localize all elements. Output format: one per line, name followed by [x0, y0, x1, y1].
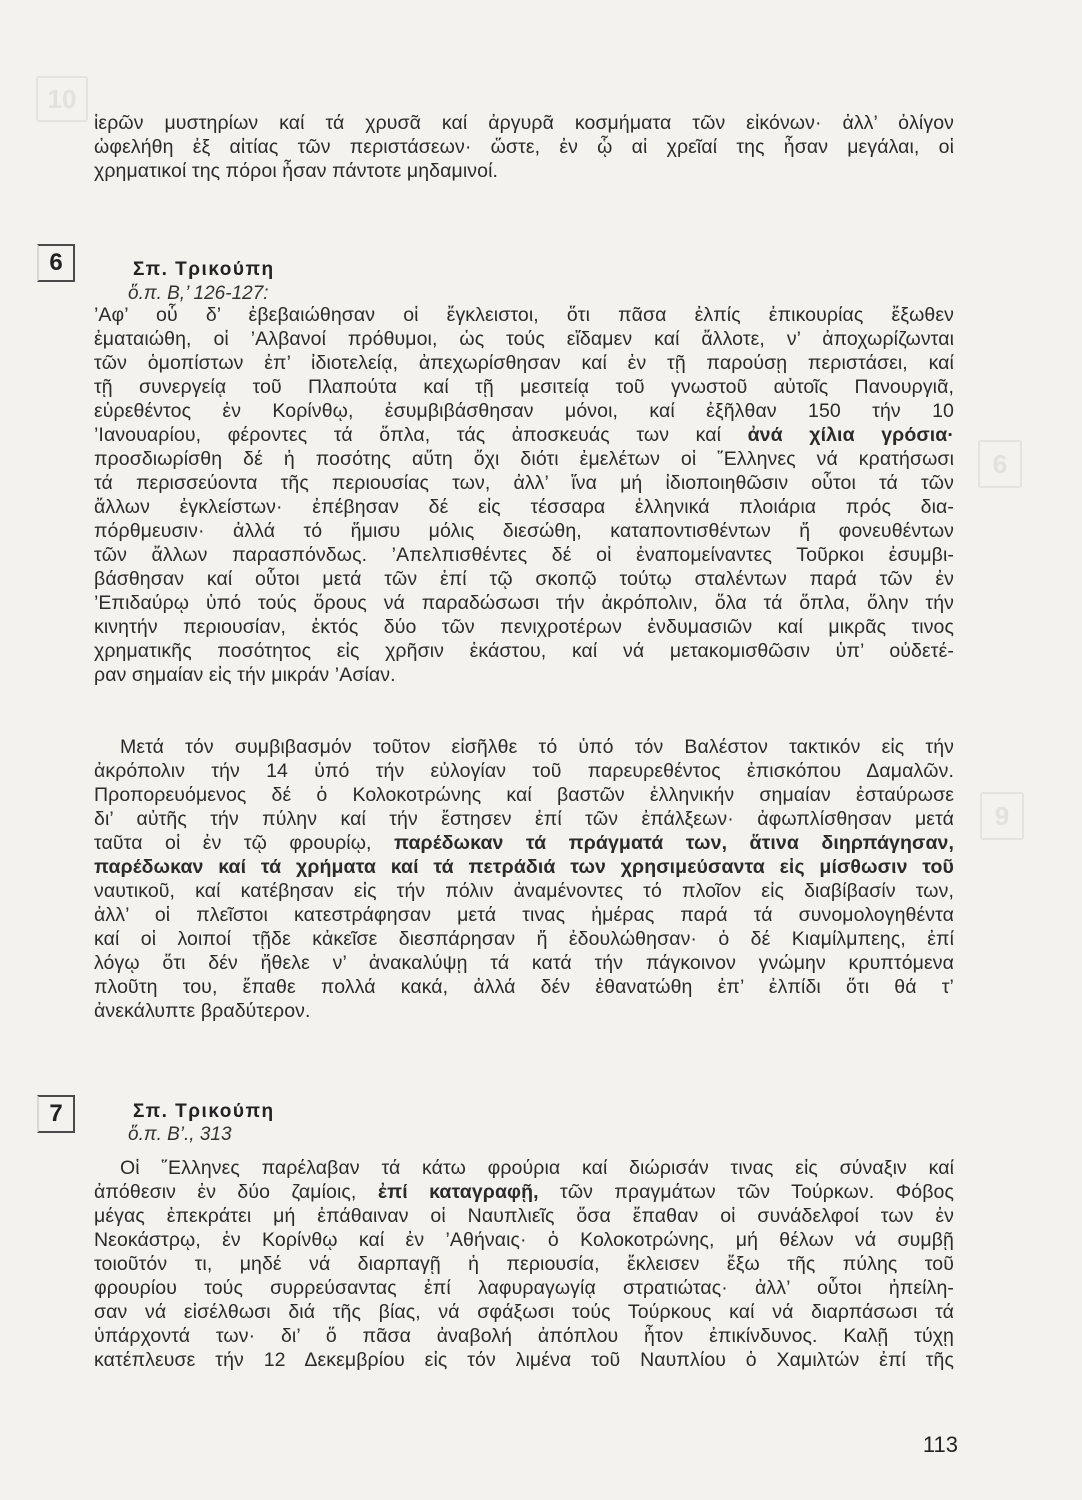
bold-text: παρέδωκαν τά πράγματά των, ἅτινα διηρπάγησαν,: [393, 832, 954, 854]
text-line: μέγας ἐπεκράτει μή ἐπάθαιναν οἱ Ναυπλιεῖς ὅσα ἔπαθαν οἱ συνάδελφοί των ἐν: [94, 1205, 954, 1227]
text-line: Μετά τόν συμβιβασμόν τοῦτον εἰσῆλθε τό ὑπό τόν Βαλέστον τακτικόν εἰς τήν: [120, 736, 954, 758]
ghost-box-9: 9: [980, 792, 1024, 840]
section-7-paragraph: [94, 1156, 954, 1372]
text-line: Νεοκάστρῳ, ἐν Κορίνθῳ καί ἐν ’Αθήναις· ὁ Κολοκοτρώνης, μή θέλων νά συμβῇ: [94, 1229, 954, 1251]
section-6-reference: ὅ.π. Β,’ 126-127:: [128, 283, 269, 304]
text-line: ἀλλ’ οἱ πλεῖστοι κατεστράφησαν μετά τινας ἡμέρας παρά τά συνομολογηθέντα: [94, 904, 954, 926]
text-line: ἐματαιώθη, οἱ ’Αλβανοί πρόθυμοι, ὡς τούς εἴδαμεν καί ἄλλοτε, ν’ ἀποχωρίζωνται: [94, 328, 954, 350]
ghost-box-10: 10: [36, 76, 88, 122]
text-line: πόρθμευσιν· ἀλλά τό ἥμισυ μόλις διεσώθη, καταποντισθέντων ἤ φονευθέντων: [94, 520, 954, 542]
bold-text: ἐπί καταγραφῇ,: [377, 1181, 539, 1203]
text-line: ὠφελήθη ἐξ αἰτίας τῶν περιστάσεων· ὥστε, ἐν ᾧ αἱ χρεῖαί της ἦσαν μεγάλαι, οἱ: [94, 136, 954, 158]
text-line: τοιοῦτόν τι, μηδέ νά διαρπαγῇ ἡ περιουσία, ἔκλεισεν ἔξω τῆς πύλης τοῦ: [94, 1253, 954, 1275]
section-6-paragraph-1: [94, 303, 954, 687]
text-line: κατέπλευσε τήν 12 Δεκεμβρίου εἰς τόν λιμένα τοῦ Ναυπλίου ὁ Χαμιλτών ἐπί τῆς: [94, 1349, 954, 1371]
section-7-marker: 7: [37, 1095, 75, 1133]
text-line-mixed: [94, 423, 954, 447]
text-line: κινητήν περιουσίαν, ἐκτός δύο τῶν πενιχροτέρων ἐνδυμασιῶν καί μικρᾶς τινος: [94, 616, 954, 638]
intro-paragraph: [94, 111, 954, 183]
section-6-paragraph-2: [94, 735, 954, 1023]
section-7-reference: ὅ.π. Β’., 313: [128, 1124, 232, 1145]
text-line: δι’ αὐτῆς τήν πύλην καί τήν ἔστησεν ἐπί τῶν ἐπάλξεων· ἀφωπλίσθησαν μετά: [94, 808, 954, 830]
text-line-mixed: [94, 831, 954, 855]
text-line-mixed: [94, 1180, 954, 1204]
section-6-author: Σπ. Τρικούπη: [133, 259, 275, 280]
text-line: χρηματικοί της πόροι ἦσαν πάντοτε μηδαμινοί.: [94, 160, 499, 182]
text-line: φρουρίου τούς συρρεύσαντας ἐπί λαφυραγωγίᾳ στρατιώτας· ἀλλ’ οὗτοι ἠπείλη-: [94, 1277, 954, 1299]
text-line: ἄλλων ἐγκλείστων· ἐπέβησαν δέ εἰς τέσσαρα ἑλληνικά πλοιάρια πρός δια-: [94, 496, 954, 518]
text-line: πλοῦτη του, ἔπαθε πολλά κακά, ἀλλά δέν ἐθανατώθη ἐπ’ ἐλπίδι ὅτι θά τ’: [94, 976, 954, 998]
text-line: ναυτικοῦ, καί κατέβησαν εἰς τήν πόλιν ἀναμένοντες τό πλοῖον εἰς διαβίβασίν των,: [94, 880, 954, 902]
text-line: ἀνεκάλυπτε βραδύτερον.: [94, 1000, 311, 1022]
text-line: τῇ συνεργείᾳ τοῦ Πλαπούτα καί τῇ μεσιτείᾳ τοῦ γνωστοῦ αὐτοῖς Πανουργιᾶ,: [94, 376, 954, 398]
text-line: βάσθησαν καί οὗτοι μετά τῶν ἐπί τῷ σκοπῷ τούτῳ σταλέντων παρά τῶν ἐν: [94, 568, 954, 590]
text-line: ἱερῶν μυστηρίων καί τά χρυσᾶ καί ἀργυρᾶ κοσμήματα τῶν εἰκόνων· ἀλλ’ ὀλίγον: [94, 112, 954, 134]
text-line: καί οἱ λοιποί τῇδε κἀκεῖσε διεσπάρησαν ἤ ἐδουλώθησαν· ὁ δέ Κιαμίλμπεης, ἐπί: [94, 928, 954, 950]
text-line: ἀκρόπολιν τήν 14 ὑπό τήν εὐλογίαν τοῦ παρευρεθέντος ἐπισκόπου Δαμαλῶν.: [94, 760, 954, 782]
text-line: προσδιωρίσθη δέ ἡ ποσότης αὕτη ὄχι διότι ἐμελέτων οἱ ῞Ελληνες νά κρατήσωσι: [94, 448, 954, 470]
text-line: τά περισσεύοντα τῆς περιουσίας των, ἀλλ’ ἵνα μή ἰδιοποιηθῶσιν οὗτοι τά τῶν: [94, 472, 954, 494]
text-line: ραν σημαίαν εἰς τήν μικράν ’Ασίαν.: [94, 664, 396, 686]
text-line: ’Επιδαύρῳ ὑπό τούς ὅρους νά παραδώσωσι τήν ἀκρόπολιν, ὅλα τά ὅπλα, ὅλην τήν: [94, 592, 954, 614]
text-segment: ἀπόθεσιν ἐν δύο ζαμίοις,: [94, 1181, 357, 1203]
section-6-marker: 6: [37, 244, 75, 282]
text-segment: ’Ιανουαρίου, φέροντες τά ὅπλα, τάς ἀποσκευάς των καί: [94, 424, 722, 446]
text-line: τῶν ὁμοπίστων ἐπ’ ἰδιοτελείᾳ, ἀπεχωρίσθησαν καί ἐν τῇ παρούσῃ περιστάσει, καί: [94, 352, 954, 374]
text-line: λόγῳ ὅτι δέν ἤθελε ν’ ἀνακαλύψῃ τά κατά τήν πάγκοινον γνώμην κρυπτόμενα: [94, 952, 954, 974]
text-segment: ταῦτα οἱ ἐν τῷ φρουρίῳ,: [94, 832, 372, 854]
text-line: εὑρεθέντος ἐν Κορίνθῳ, ἐσυμβιβάσθησαν μόνοι, καί ἐξῆλθαν 150 τήν 10: [94, 400, 954, 422]
text-line: Οἱ ῞Ελληνες παρέλαβαν τά κάτω φρούρια καί διώρισάν τινας εἰς σύναξιν καί: [120, 1157, 954, 1179]
bold-text: ἀνά χίλια γρόσια·: [747, 424, 954, 446]
bold-line: παρέδωκαν καί τά χρήματα καί τά πετράδιά των χρησιμεύσαντα εἰς μίσθωσιν τοῦ: [94, 856, 954, 878]
text-line: ’Αφ’ οὗ δ’ ἐβεβαιώθησαν οἱ ἔγκλειστοι, ὅτι πᾶσα ἐλπίς ἐπικουρίας ἔξωθεν: [94, 304, 954, 326]
text-line: τῶν ἄλλων παρασπόνδως. ’Απελπισθέντες δέ οἱ ἐναπομείναντες Τοῦρκοι ἐσυμβι-: [94, 544, 954, 566]
ghost-box-6: 6: [978, 440, 1022, 488]
text-segment: τῶν πραγμάτων τῶν Τούρκων. Φόβος: [560, 1181, 954, 1203]
page-number: 113: [922, 1432, 958, 1457]
section-7-author: Σπ. Τρικούπη: [133, 1101, 275, 1122]
text-line: χρηματικῆς ποσότητος εἰς χρῆσιν ἑκάστου, καί νά μετακομισθῶσιν ὑπ’ οὐδετέ-: [94, 640, 954, 662]
text-line: σαν νά εἰσέλθωσι διά τῆς βίας, νά σφάξωσι τούς Τούρκους καί νά διαρπάσωσι τά: [94, 1301, 954, 1323]
text-line: Προπορευόμενος δέ ὁ Κολοκοτρώνης καί βαστῶν ἑλληνικήν σημαίαν ἐσταύρωσε: [94, 784, 954, 806]
text-line: ὑπάρχοντά των· δι’ ὅ πᾶσα ἀναβολή ἀπόπλου ἦτον ἐπικίνδυνος. Καλῇ τύχῃ: [94, 1325, 954, 1347]
